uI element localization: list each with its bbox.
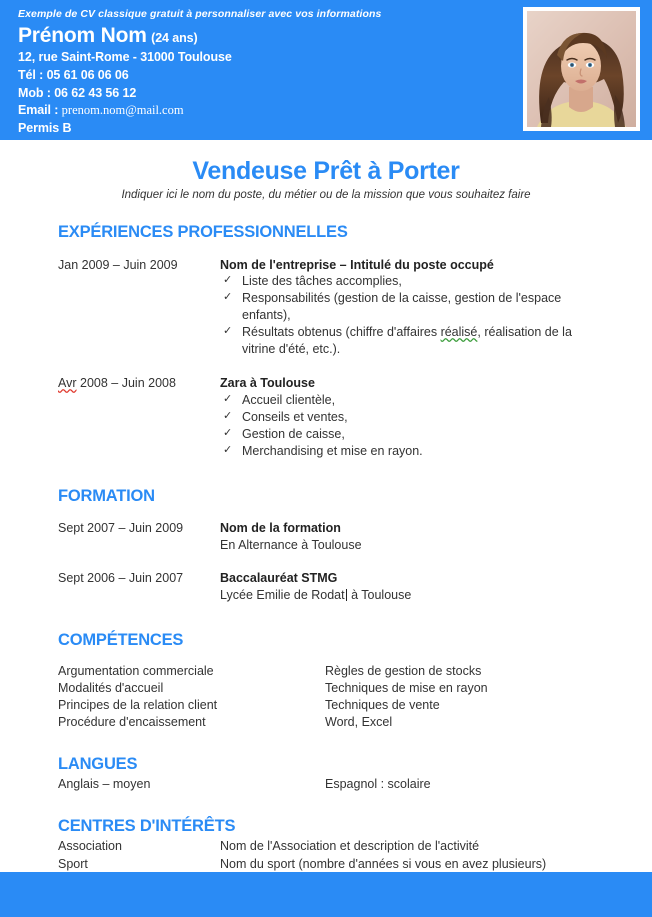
candidate-photo [527, 11, 636, 127]
experience-entry [58, 375, 607, 460]
list-item [220, 392, 607, 409]
email-label: Email : [18, 103, 62, 118]
experience-entry [58, 257, 607, 359]
cv-header-banner [0, 0, 652, 140]
bullet-text: Gestion de caisse, [242, 427, 345, 442]
candidate-photo-frame [523, 7, 640, 131]
experience-heading: Zara à Toulouse [220, 376, 315, 391]
cv-footer-bar [0, 872, 652, 917]
section-heading-experience: EXPÉRIENCES PROFESSIONNELLES [58, 222, 348, 241]
list-item: Anglais – moyen [58, 777, 151, 792]
email-value: prenom.nom@mail.com [61, 103, 184, 118]
bullet-text-spellchecked: Résultats obtenus (chiffre d'affaires réalisé, réalisation de la vitrine d'été, etc.). [242, 325, 572, 357]
list-item [220, 426, 607, 443]
bullet-text: Responsabilités (gestion de la caisse, gestion de l'espace enfants), [242, 291, 562, 323]
page-subtitle: Indiquer ici le nom du poste, du métier ou de la mission que vous souhaitez faire [121, 188, 531, 201]
header-tagline: Exemple de CV classique gratuit à personnaliser avec vos informations [18, 8, 382, 20]
competences-column-right [325, 663, 612, 732]
experience-date: Jan 2009 – Juin 2009 [58, 257, 178, 272]
formation-subtext-before: Lycée Emilie de Rodat [220, 587, 345, 602]
check-icon: ✓ [223, 427, 233, 440]
langues-column-right [325, 776, 612, 793]
check-icon: ✓ [223, 444, 233, 457]
list-item: Règles de gestion de stocks [325, 663, 482, 678]
candidate-email-line [18, 102, 512, 120]
candidate-licence: Permis B [18, 121, 72, 136]
list-item [220, 324, 607, 358]
list-item [58, 856, 612, 873]
page-title: Vendeuse Prêt à Porter [192, 157, 460, 185]
interet-description: Nom du sport (nombre d'années si vous en avez plusieurs) [220, 856, 547, 871]
candidate-name: Prénom Nom [18, 24, 147, 47]
bullet-text: Merchandising et mise en rayon. [242, 444, 423, 459]
langues-column-left [58, 776, 325, 793]
check-icon: ✓ [223, 393, 233, 406]
experience-bullet-list [220, 392, 607, 460]
section-heading-formation: FORMATION [58, 487, 155, 506]
candidate-address: 12, rue Saint-Rome - 31000 Toulouse [18, 50, 232, 65]
spellcheck-word-avr: Avr [58, 376, 77, 391]
formation-details [220, 570, 607, 604]
formation-subtext-after: à Toulouse [347, 587, 412, 602]
competences-columns [58, 663, 612, 732]
experience-date [58, 375, 220, 460]
section-heading-competences: COMPÉTENCES [58, 630, 184, 649]
formation-heading: Baccalauréat STMG [220, 571, 338, 585]
list-item [220, 273, 607, 290]
interet-label: Sport [58, 856, 88, 871]
list-item: Techniques de mise en rayon [325, 680, 488, 695]
list-item [220, 409, 607, 426]
experience-heading: Nom de l'entreprise – Intitulé du poste occupé [220, 257, 494, 272]
interet-description: Nom de l'Association et description de l'activité [220, 839, 480, 854]
list-item: Argumentation commerciale [58, 663, 214, 678]
list-item: Techniques de vente [325, 698, 440, 712]
list-item [58, 838, 612, 855]
list-item [220, 290, 607, 324]
competences-column-left [58, 663, 325, 732]
formation-heading: Nom de la formation [220, 521, 341, 536]
experience-bullet-list [220, 273, 607, 358]
formation-date: Sept 2006 – Juin 2007 [58, 571, 184, 585]
list-item: Word, Excel [325, 715, 393, 730]
spellcheck-word-realise: réalisé [440, 325, 478, 340]
formation-subtext: En Alternance à Toulouse [220, 538, 362, 553]
langues-columns [58, 776, 612, 793]
candidate-age: (24 ans) [151, 31, 198, 45]
bullet-text: Conseils et ventes, [242, 410, 348, 425]
cv-body [0, 158, 652, 890]
bullet-text: Accueil clientèle, [242, 393, 336, 408]
list-item: Principes de la relation client [58, 698, 218, 712]
bullet-text: Liste des tâches accomplies, [242, 274, 402, 289]
section-heading-interets: CENTRES D'INTÉRÊTS [58, 817, 236, 836]
check-icon: ✓ [223, 410, 233, 423]
check-icon: ✓ [223, 274, 233, 287]
interet-label: Association [58, 839, 122, 854]
formation-date: Sept 2007 – Juin 2009 [58, 521, 184, 536]
experience-date-rest: 2008 – Juin 2008 [76, 376, 176, 391]
experience-details [220, 257, 607, 359]
candidate-mobile: Mob : 06 62 43 56 12 [18, 85, 137, 100]
text-cursor-caret [346, 589, 347, 601]
header-contact-block [18, 8, 512, 138]
section-heading-langues: LANGUES [58, 755, 138, 774]
formation-entry [58, 570, 607, 604]
formation-subtext [220, 587, 607, 604]
experience-details [220, 375, 607, 460]
list-item: Modalités d'accueil [58, 680, 164, 695]
formation-details [220, 520, 607, 554]
list-item: Procédure d'encaissement [58, 715, 206, 730]
check-icon: ✓ [223, 291, 233, 304]
list-item: Espagnol : scolaire [325, 777, 431, 792]
formation-entry [58, 520, 607, 554]
candidate-phone: Tél : 05 61 06 06 06 [18, 67, 129, 82]
check-icon: ✓ [223, 325, 233, 338]
candidate-name-line [18, 24, 512, 48]
list-item [220, 443, 607, 460]
